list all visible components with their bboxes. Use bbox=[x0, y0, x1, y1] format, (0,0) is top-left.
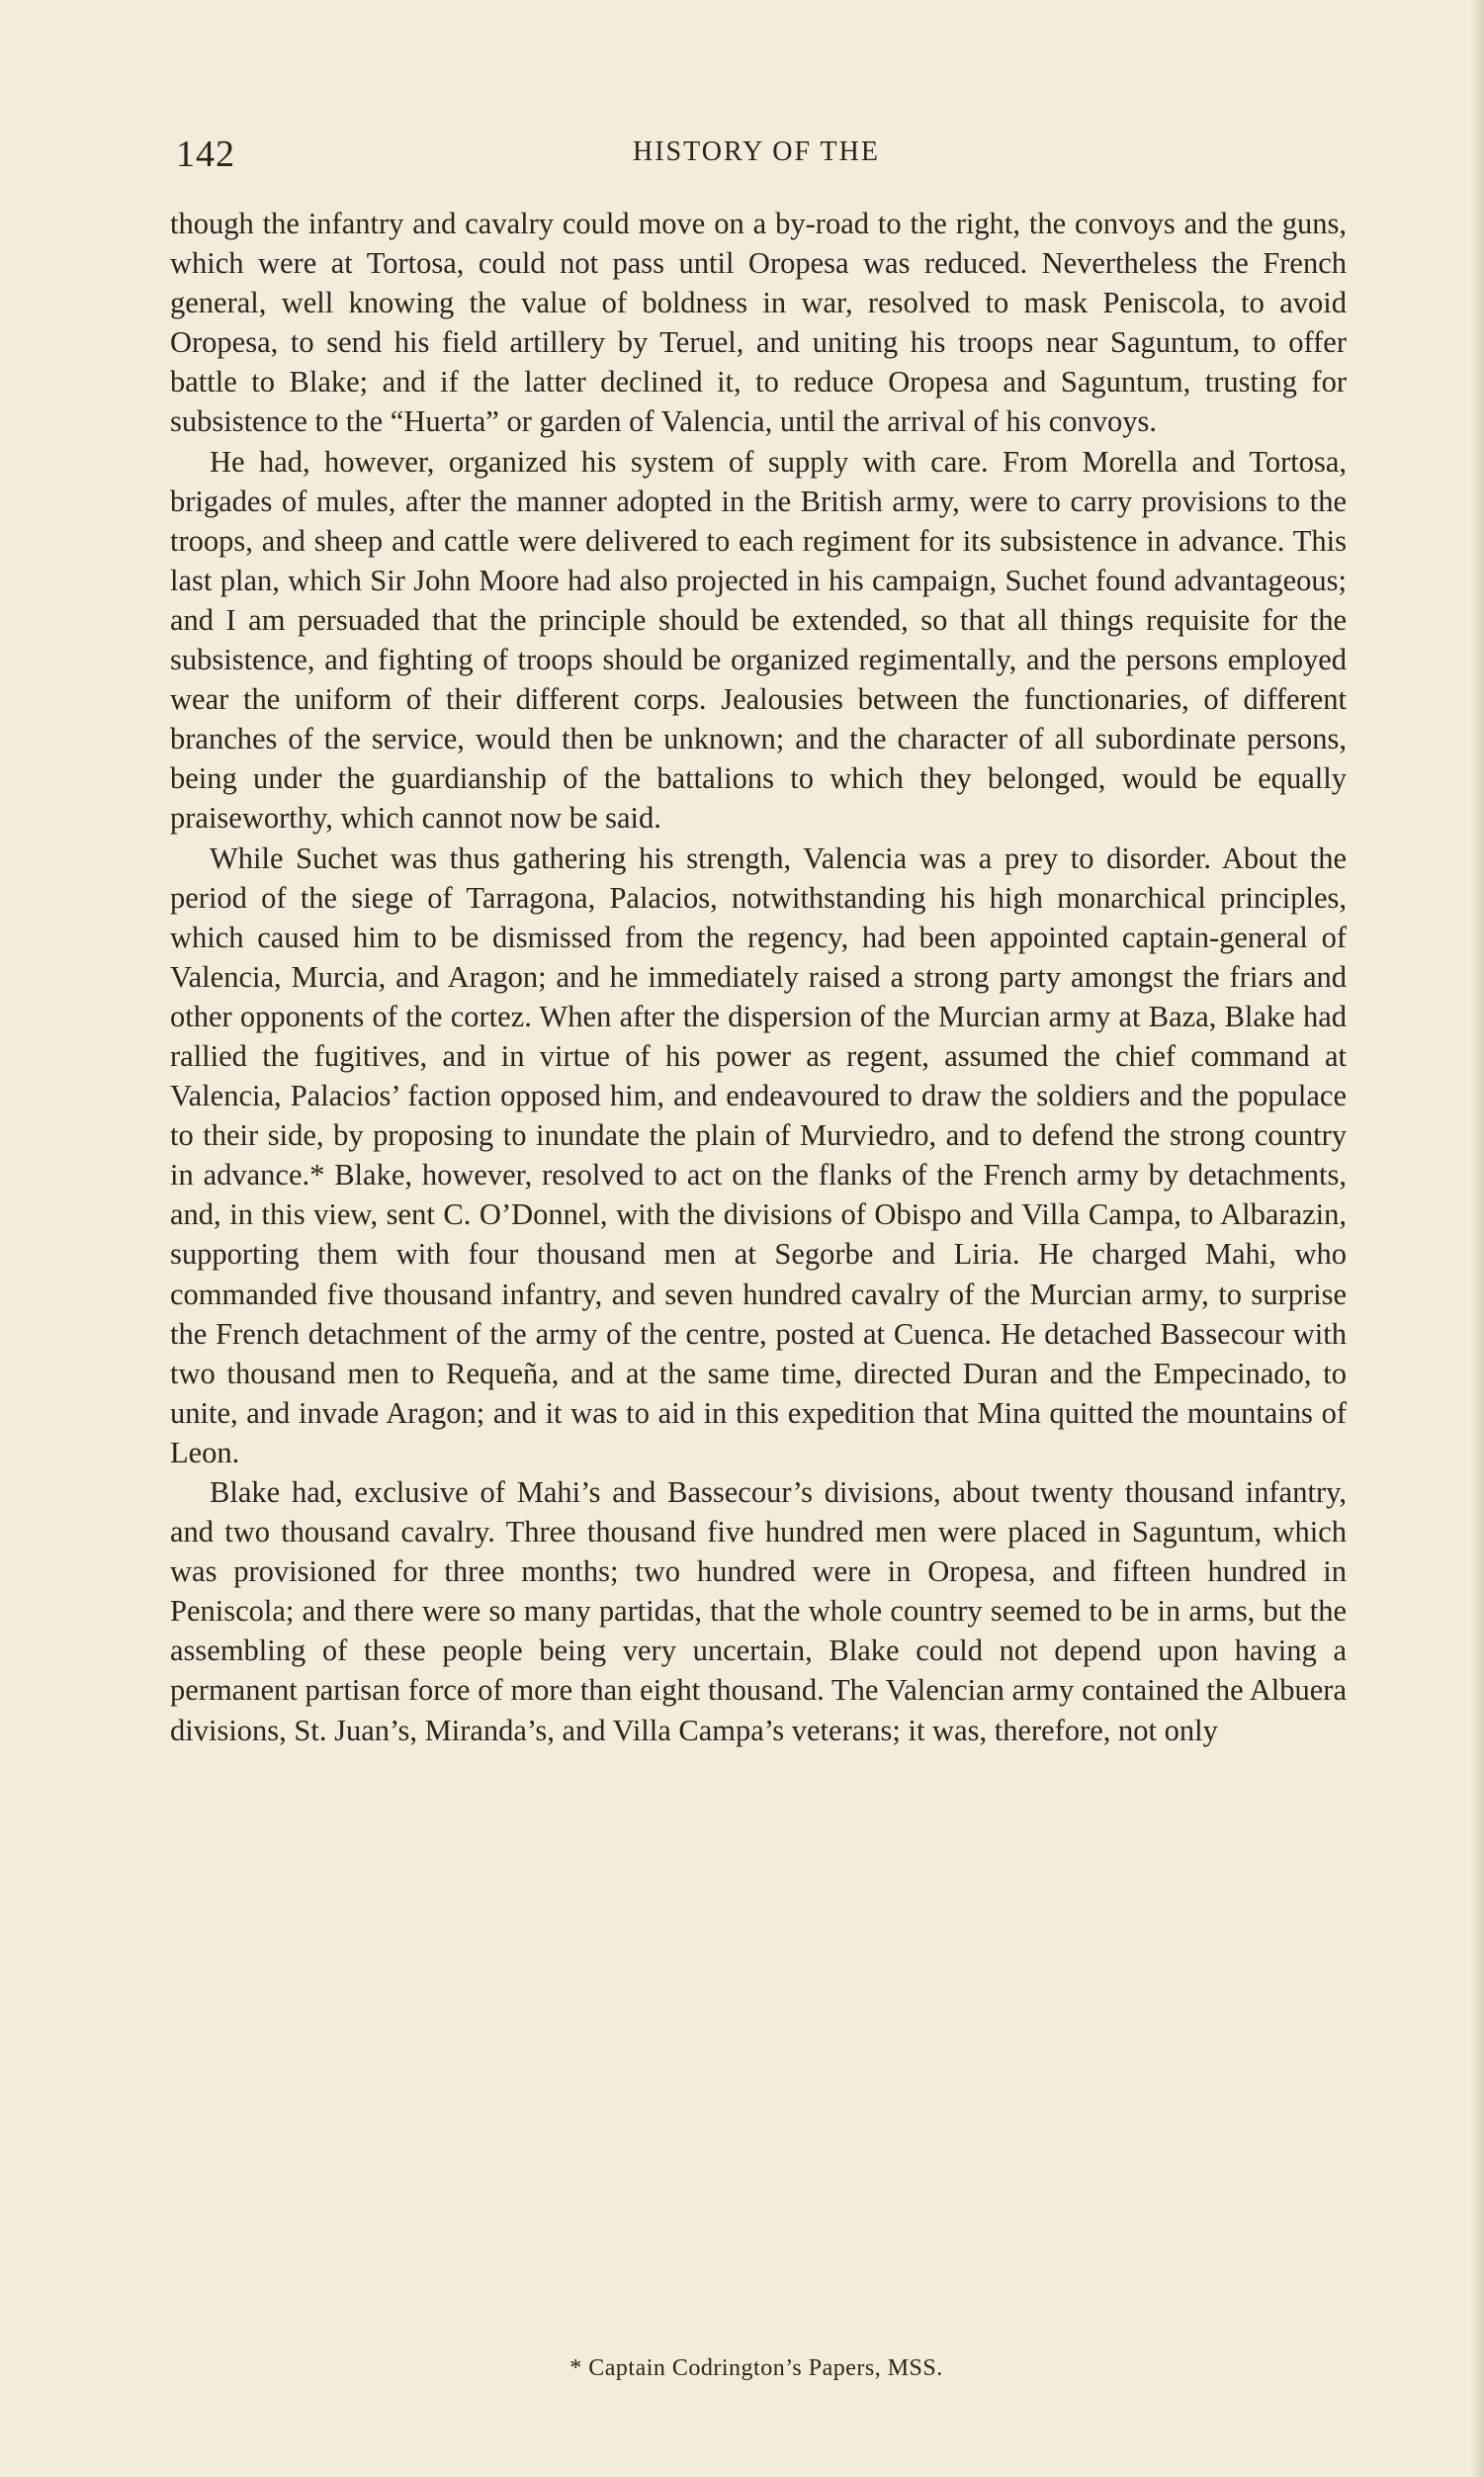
page-edge-shadow bbox=[1470, 0, 1484, 2477]
page-header bbox=[168, 129, 1345, 178]
page-number: 142 bbox=[176, 133, 235, 175]
running-head: HISTORY OF THE bbox=[633, 136, 880, 167]
paragraph: Blake had, exclusive of Mahi’s and Bassecour’s divisions, about twenty thousand infantry, and two thousand cavalry. Three thousand five hundred men were placed in Saguntum, which was provisioned for three months; two hundred were in Oropesa, and fifteen hundred in Peniscola; and there were so many partidas, that the whole country seemed to be in arms, but the assembling of these people being very uncertain, Blake could not depend upon having a permanent partisan force of more than eight thousand. The Valencian army contained the Albuera divisions, St. Juan’s, Miranda’s, and Villa Campa’s veterans; it was, therefore, not only bbox=[170, 1475, 1347, 1747]
footnote: * Captain Codrington’s Papers, MSS. bbox=[569, 2355, 943, 2381]
paragraph: He had, however, organized his system of supply with care. From Morella and Tortosa, brigades of mules, after the manner adopted in the British army, were to carry provisions to the troops, and sheep and cattle were delivered to each regiment for its subsistence in advance. This last plan, which Sir John Moore had also projected in his campaign, Suchet found advantageous; and I am persuaded that the principle should be extended, so that all things requisite for the subsistence, and fighting of troops should be organized regimentally, and the persons employed wear the uniform of their different corps. Jealousies between the functionaries, of different branches of the service, would then be unknown; and the character of all subordinate persons, being under the guardianship of the battalions to which they belonged, would be equally praiseworthy, which cannot now be said. bbox=[170, 444, 1347, 836]
paragraph: though the infantry and cavalry could move on a by-road to the right, the convoys and the guns, which were at Tortosa, could not pass until Oropesa was reduced. Nevertheless the French general, well knowing the value of boldness in war, resolved to mask Peniscola, to avoid Oropesa, to send his field artillery by Teruel, and uniting his troops near Saguntum, to offer battle to Blake; and if the latter declined it, to reduce Oropesa and Saguntum, trusting for subsistence to the “Huerta” or garden of Valencia, until the arrival of his convoys. bbox=[170, 207, 1347, 439]
paragraph: While Suchet was thus gathering his strength, Valencia was a prey to disorder. About the period of the siege of Tarragona, Palacios, notwithstanding his high monarchical principles, which caused him to be dismissed from the regency, had been appointed captain-general of Valencia, Murcia, and Aragon; and he immediately raised a strong party amongst the friars and other opponents of the cortez. When after the dispersion of the Murcian army at Baza, Blake had rallied the fugitives, and in virtue of his power as regent, assumed the chief command at Valencia, Palacios’ faction opposed him, and endeavoured to draw the soldiers and the populace to their side, by proposing to inundate the plain of Murviedro, and to defend the strong country in advance.* Blake, however, resolved to act on the flanks of the French army by detachments, and, in this view, sent C. O’Donnel, with the divisions of Obispo and Villa Campa, to Albarazin, supporting them with four thousand men at Segorbe and Liria. He charged Mahi, who commanded five thousand infantry, and seven hundred cavalry of the Murcian army, to surprise the French detachment of the army of the centre, posted at Cuenca. He detached Bassecour with two thousand men to Requeña, and at the same time, directed Duran and the Empecinado, to unite, and invade Aragon; and it was to aid in this expedition that Mina quitted the mountains of Leon. bbox=[170, 840, 1347, 1469]
body-text bbox=[170, 204, 1347, 1750]
